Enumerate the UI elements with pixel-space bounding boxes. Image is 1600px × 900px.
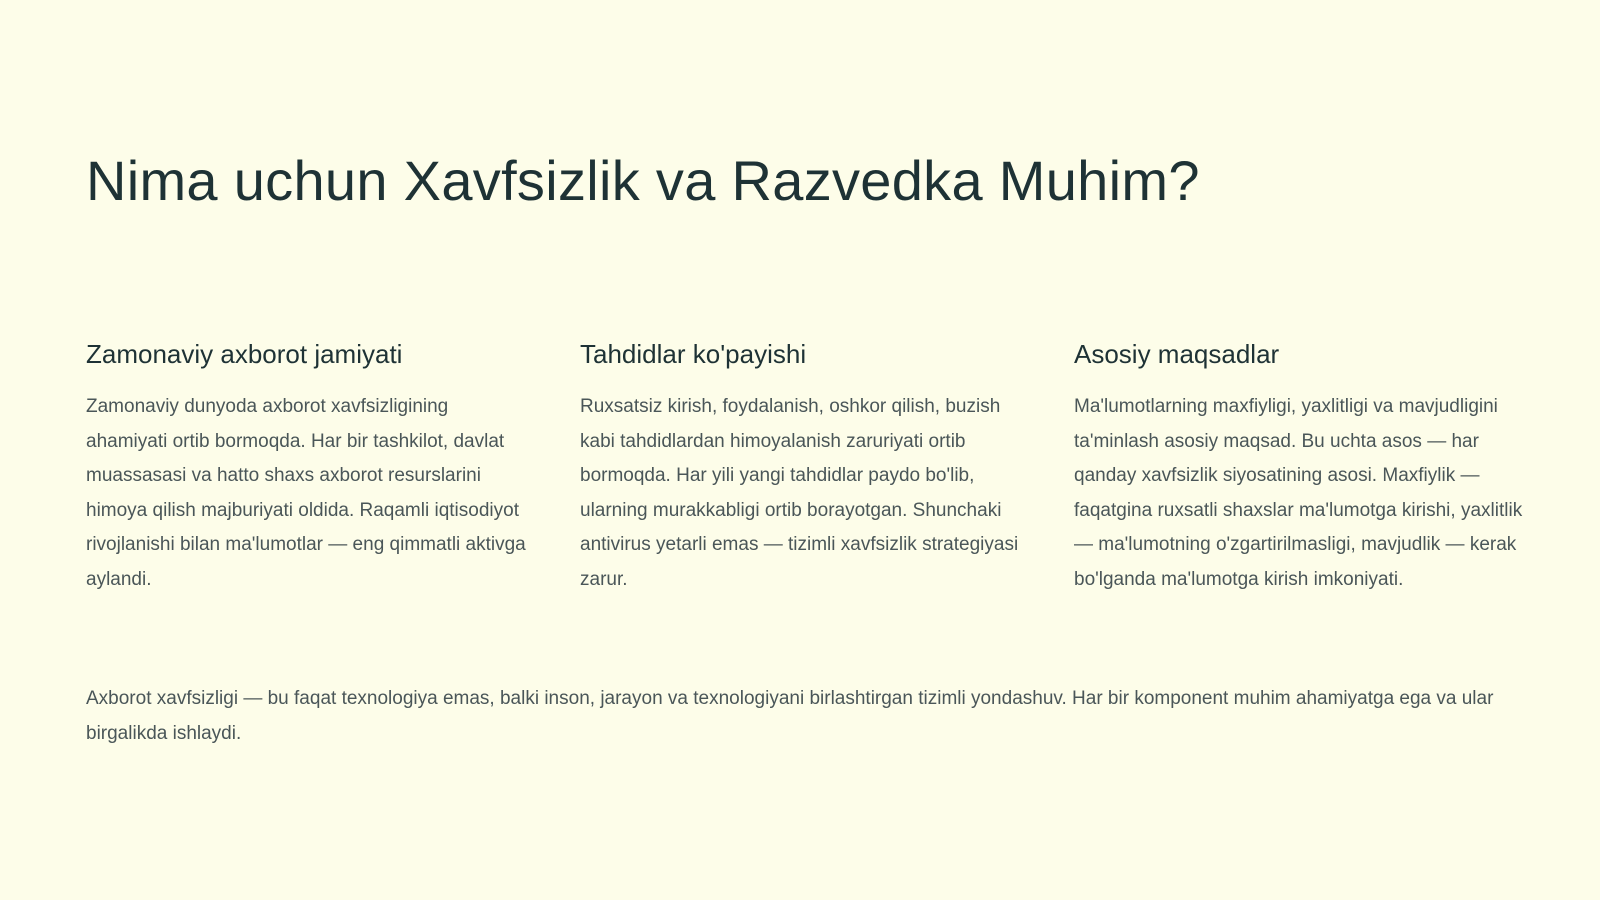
column-main-goals [1074,332,1524,598]
column-heading: Asosiy maqsadlar [1074,339,1280,369]
summary-paragraph: Axborot xavfsizligi — bu faqat texnologiya emas, balki inson, jarayon va texnologiyani birlashtirgan tizimli yondashuv. Har bir komponent muhim ahamiyatga ega va ular birgalikda ishlaydi. [86,688,1494,744]
column-heading: Tahdidlar ko'payishi [580,339,807,369]
page-title: Nima uchun Xavfsizlik va Razvedka Muhim? [86,149,1200,212]
column-body: Ruxsatsiz kirish, foydalanish, oshkor qilish, buzish kabi tahdidlardan himoyalanish zaruriyati ortib bormoqda. Har yili yangi tahdidlar paydo bo'lib, ularning murakkabligi ortib borayotgan. Shunchaki antivirus yetarli emas — tizimli xavfsizlik strategiyasi zarur. [580,396,1019,590]
column-threat-growth [580,332,1020,598]
column-body: Zamonaviy dunyoda axborot xavfsizligining ahamiyati ortib bormoqda. Har bir tashkilot, davlat muassasasi va hatto shaxs axborot resurslarini himoya qilish majburiyati oldida. Raqamli iqtisodiyot rivojlanishi bilan ma'lumotlar — eng qimmatli aktivga aylandi. [86,396,526,590]
column-modern-information-society [86,332,526,598]
column-heading: Zamonaviy axborot jamiyati [86,339,403,369]
column-body: Ma'lumotlarning maxfiyligi, yaxlitligi va mavjudligini ta'minlash asosiy maqsad. Bu uchta asos — har qanday xavfsizlik siyosatining asosi. Maxfiylik — faqatgina ruxsatli shaxslar ma'lumotga kirishi, yaxlitlik — ma'lumotning o'zgartirilmasligi, mavjudlik — kerak bo'lganda ma'lumotga kirish imkoniyati. [1074,396,1523,590]
